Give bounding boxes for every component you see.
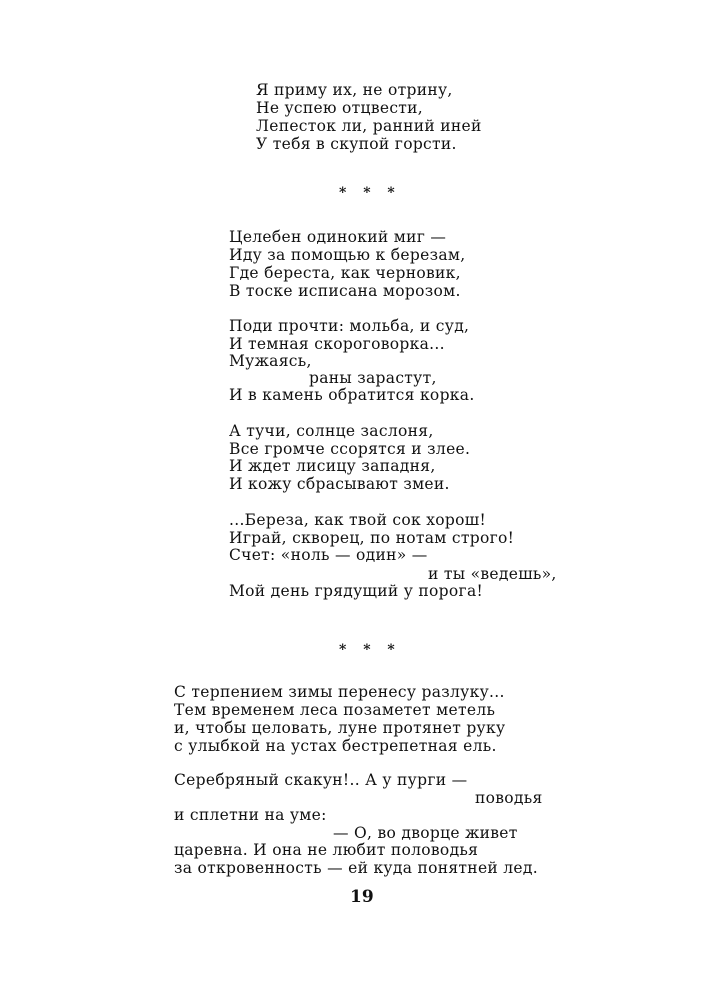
poem-3-line-2: Тем временем леса позаметет метель	[174, 701, 496, 719]
poem-2-line-1: Целебен одинокий миг —	[229, 228, 447, 246]
poem-1-line-3: Лепесток ли, ранний иней	[256, 117, 482, 135]
section-separator: * * *	[339, 185, 401, 201]
poem-1-line-1: Я приму их, не отрину,	[256, 81, 453, 99]
poem-3-line-7: и сплетни на уме:	[174, 806, 327, 824]
poem-3-line-5: Серебряный скакун!.. А у пурги —	[174, 771, 468, 789]
poem-2-line-9: И в камень обратится корка.	[229, 386, 475, 404]
poem-2-line-3: Где береста, как черновик,	[229, 264, 461, 282]
poem-3-line-1: С терпением зимы перенесу разлуку...	[174, 683, 505, 701]
poem-3-line-10: за откровенность — ей куда понятней лед.	[174, 859, 538, 877]
poem-2-line-8: раны зарастут,	[309, 369, 437, 387]
page-number: 19	[350, 887, 374, 907]
poem-3-line-4: с улыбкой на устах бестрепетная ель.	[174, 737, 497, 755]
poem-2-line-11: Все громче ссорятся и злее.	[229, 440, 471, 458]
poem-2-line-12: И ждет лисицу западня,	[229, 457, 436, 475]
poem-2-line-15: Играй, скворец, по нотам строго!	[229, 529, 515, 547]
poem-2-line-18: Мой день грядущий у порога!	[229, 582, 484, 600]
poem-2-line-14: ...Береза, как твой сок хорош!	[229, 511, 487, 529]
poem-3-line-6: поводья	[475, 789, 543, 807]
poem-2-line-7: Мужаясь,	[229, 352, 312, 370]
poem-2-line-13: И кожу сбрасывают змеи.	[229, 475, 450, 493]
poem-2-line-5: Поди прочти: мольба, и суд,	[229, 317, 470, 335]
poem-3-line-9: царевна. И она не любит половодья	[174, 841, 479, 859]
poem-2-line-10: А тучи, солнце заслоня,	[229, 422, 434, 440]
poem-2-line-16: Счет: «ноль — один» —	[229, 546, 428, 564]
poem-3-line-8: — О, во дворце живет	[333, 824, 518, 842]
poem-2-line-4: В тоске исписана морозом.	[229, 282, 461, 300]
poem-1-line-2: Не успею отцвести,	[256, 99, 424, 117]
section-separator: * * *	[339, 642, 401, 658]
poem-1-line-4: У тебя в скупой горсти.	[256, 135, 457, 153]
poem-2-line-6: И темная скороговорка...	[229, 335, 445, 353]
poem-2-line-2: Иду за помощью к березам,	[229, 246, 466, 264]
poem-3-line-3: и, чтобы целовать, луне протянет руку	[174, 719, 506, 737]
poem-2-line-17: и ты «ведешь»,	[428, 565, 557, 583]
